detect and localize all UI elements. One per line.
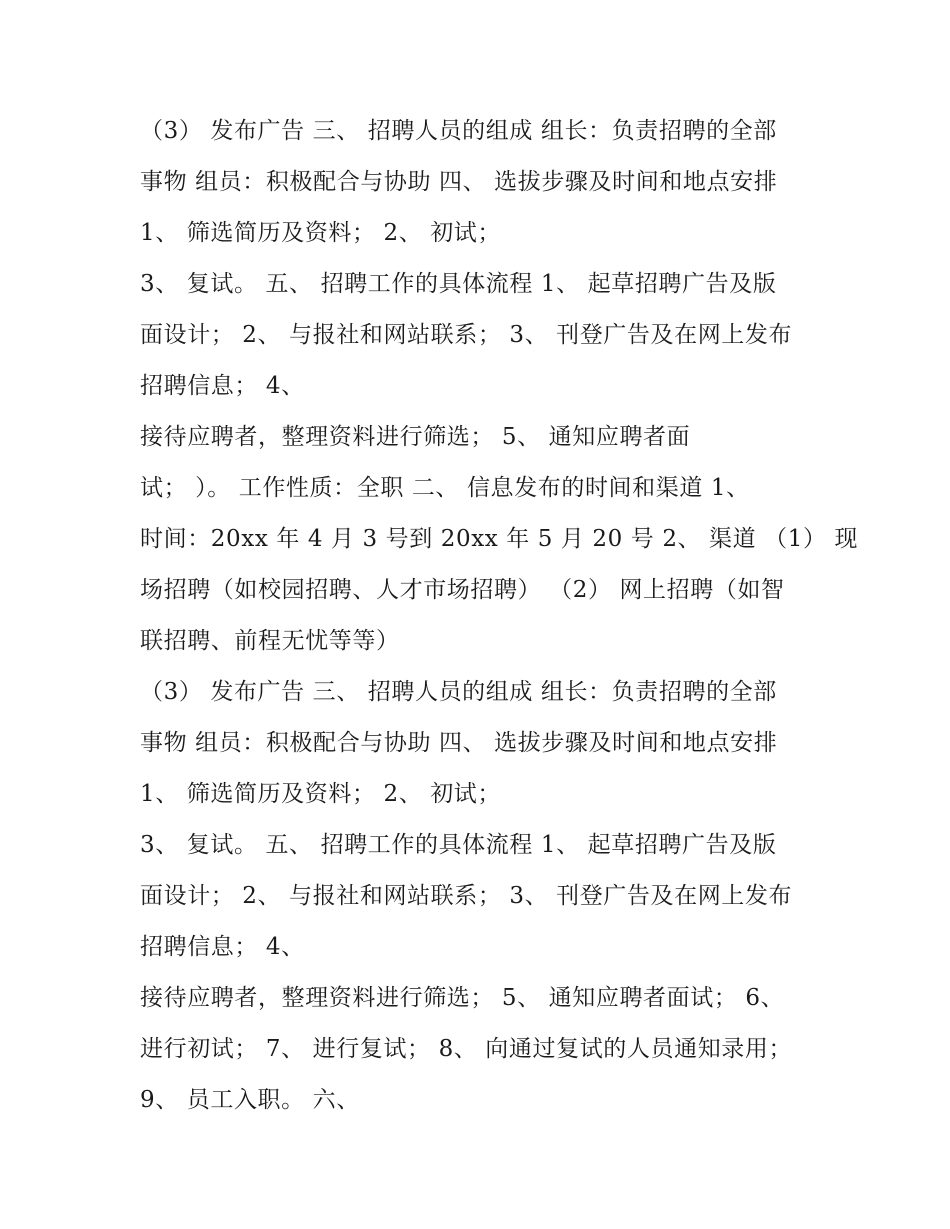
document-body [140, 106, 859, 1126]
text-line: 事物 组员：积极配合与协助 四、 选拔步骤及时间和地点安排 [140, 730, 778, 756]
text-line: 联招聘、前程无忧等等） [140, 628, 400, 654]
text-line: 进行初试； 7、 进行复试； 8、 向通过复试的人员通知录用； [140, 1036, 793, 1062]
text-line: 9、 员工入职。 六、 [140, 1087, 360, 1113]
text-line: 3、 复试。 五、 招聘工作的具体流程 1、 起草招聘广告及版 [140, 832, 777, 858]
text-line: 面设计； 2、 与报社和网站联系； 3、 刊登广告及在网上发布 [140, 322, 793, 348]
text-line: 招聘信息； 4、 [140, 934, 305, 960]
text-line: 接待应聘者，整理资料进行筛选； 5、 通知应聘者面 [140, 424, 691, 450]
text-line: 1、 筛选简历及资料； 2、 初试； [140, 781, 501, 807]
text-line: 接待应聘者，整理资料进行筛选； 5、 通知应聘者面试； 6、 [140, 985, 785, 1011]
text-line: 时间：20xx 年 4 月 3 号到 20xx 年 5 月 20 号 2、 渠道 （1） 现 [140, 526, 859, 552]
text-line: 1、 筛选简历及资料； 2、 初试； [140, 220, 501, 246]
text-line: （3） 发布广告 三、 招聘人员的组成 组长：负责招聘的全部 [140, 679, 777, 705]
text-line: 场招聘（如校园招聘、人才市场招聘） （2） 网上招聘（如智 [140, 577, 785, 603]
text-line: 3、 复试。 五、 招聘工作的具体流程 1、 起草招聘广告及版 [140, 271, 777, 297]
text-line: 招聘信息； 4、 [140, 373, 305, 399]
text-line: 面设计； 2、 与报社和网站联系； 3、 刊登广告及在网上发布 [140, 883, 793, 909]
text-line: 事物 组员：积极配合与协助 四、 选拔步骤及时间和地点安排 [140, 169, 778, 195]
text-line: （3） 发布广告 三、 招聘人员的组成 组长：负责招聘的全部 [140, 118, 777, 144]
text-line: 试； ）。 工作性质：全职 二、 信息发布的时间和渠道 1、 [140, 475, 750, 501]
